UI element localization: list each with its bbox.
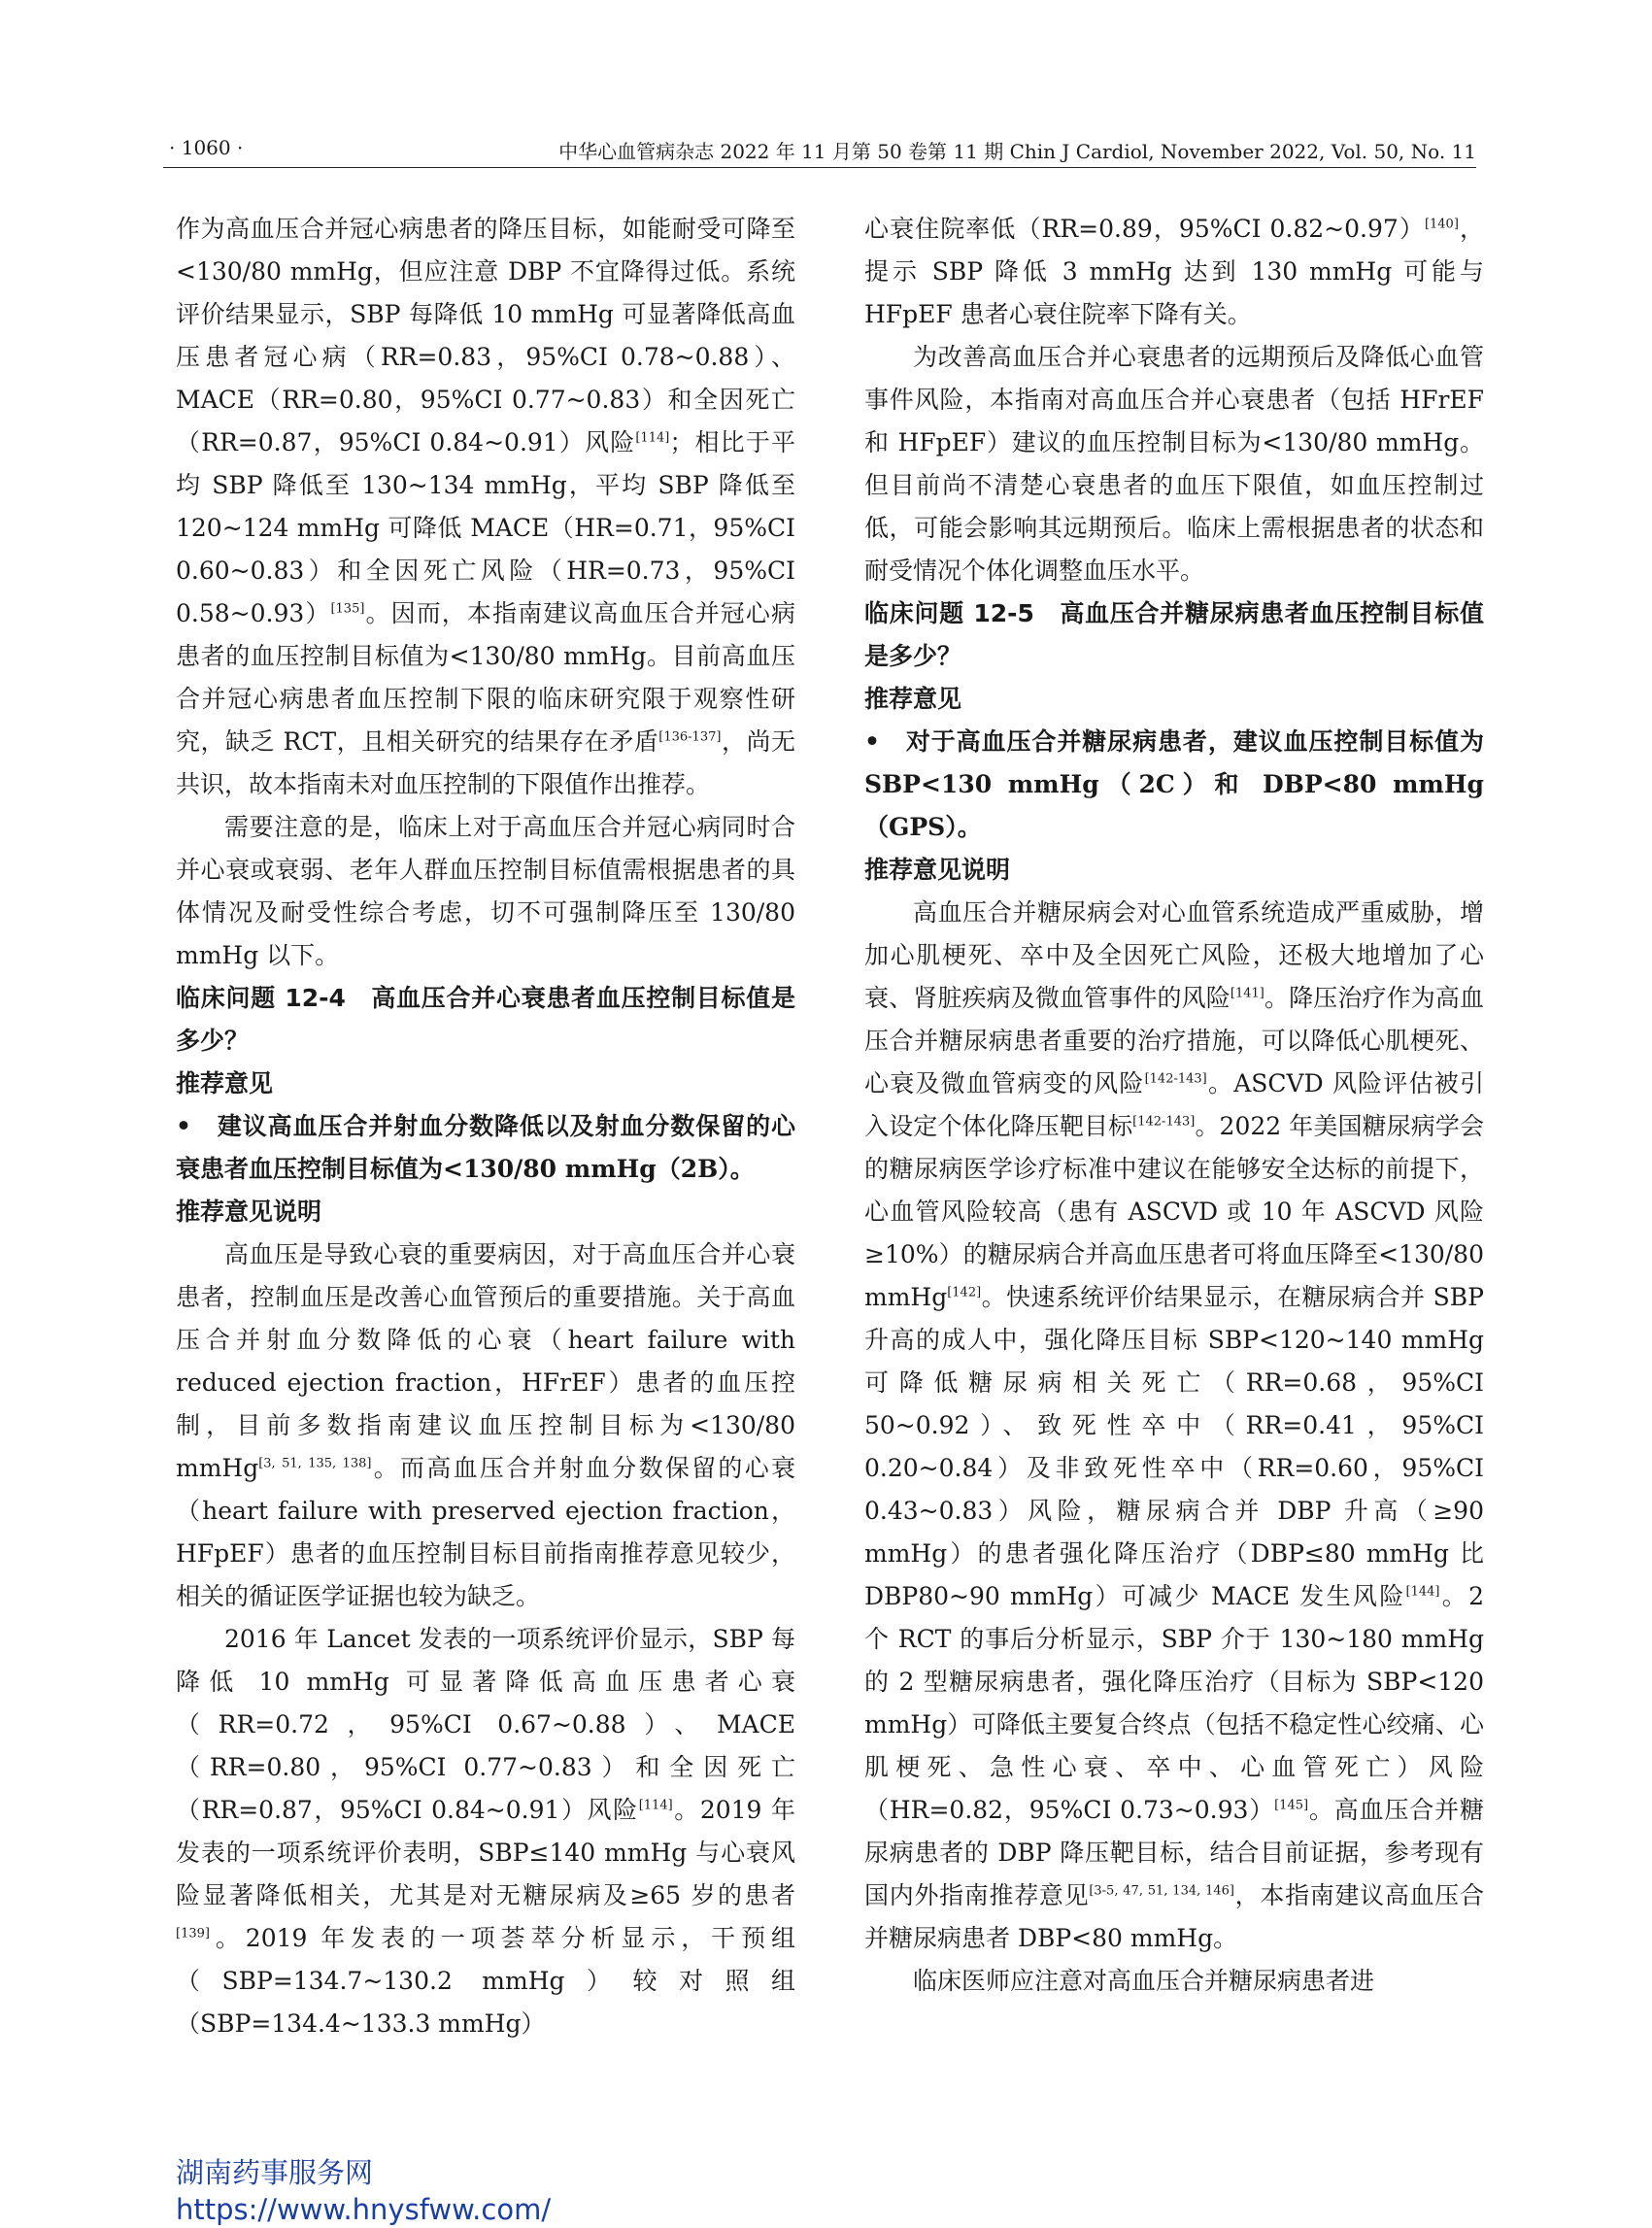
section-heading: 临床问题 12-5 高血压合并糖尿病患者血压控制目标值是多少？ <box>864 599 1484 670</box>
journal-citation: 中华心血管病杂志 2022 年 11 月第 50 卷第 11 期 Chin J Cardiol, November 2022, Vol. 50, No. 11 <box>558 140 1476 163</box>
citation: [145] <box>1274 1798 1309 1813</box>
paragraph: 临床医师应注意对高血压合并糖尿病患者进 <box>913 1967 1375 1995</box>
site-name: 湖南药事服务网 <box>176 2156 374 2189</box>
recommendation: • 对于高血压合并糖尿病患者，建议血压控制目标值为 SBP<130 mmHg（2C）和 DBP<80 mmHg（GPS）。 <box>864 727 1484 841</box>
paragraph: 高血压合并糖尿病会对心血管系统造成严重威胁，增加心肌梗死、卒中及全因死亡风险，还极大地增加了心衰、肾脏疾病及微血管事件的风险[141]。降压治疗作为高血压合并糖尿病患者重要的治疗措施，可以降低心肌梗死、心衰及微血管病变的风险[142-143]。ASCVD 风险评估被引入设定个体化降压靶目标[142-143]。2022 年美国糖尿病学会的糖尿病医学诊疗标准中建议在能够安全达标的前提下，心血管风险较高（患有 ASCVD 或 10 年 ASCVD 风险≥10%）的糖尿病合并高血压患者可将血压降至<130/80 mmHg[142]。快速系统评价结果显示，在糖尿病合并 SBP 升高的成人中，强化降压目标 SBP<120~140 mmHg 可降低糖尿病相关死亡（RR=0.68，95%CI 50~0.92）、致死性卒中（RR=0.41，95%CI 0.20~0.84）及非致死性卒中（RR=0.60，95%CI 0.43~0.83）风险，糖尿病合并 DBP 升高（≥90 mmHg）的患者强化降压治疗（DBP≤80 mmHg 比 DBP80~90 mmHg）可减少 MACE 发生风险[144]。2 个 RCT 的事后分析显示，SBP 介于 130~180 mmHg 的 2 型糖尿病患者，强化降压治疗（目标为 SBP<120 mmHg）可降低主要复合终点（包括不稳定性心绞痛、心肌梗死、急性心衰、卒中、心血管死亡）风险（HR=0.82，95%CI 0.73~0.93）[145]。高血压合并糖尿病患者的 DBP 降压靶目标，结合目前证据，参考现有国内外指南推荐意见[3-5, 47, 51, 134, 146]，本指南建议高血压合并糖尿病患者 DBP<80 mmHg。 <box>864 898 1484 1952</box>
watermark-footer <box>176 2154 551 2228</box>
subheading: 推荐意见说明 <box>864 856 1011 884</box>
paragraph: 高血压是导致心衰的重要病因，对于高血压合并心衰患者，控制血压是改善心血管预后的重要措施。关于高血压合并射血分数降低的心衰（heart failure with reduced ejection fraction，HFrEF）患者的血压控制，目前多数指南建议血压控制目标为<130/80 mmHg[3, 51, 135, 138]。而高血压合并射血分数保留的心衰（heart failure with preserved ejection fraction，HFpEF）患者的血压控制目标目前指南推荐意见较少，相关的循证医学证据也较为缺乏。 <box>176 1240 795 1610</box>
subheading: 推荐意见 <box>176 1069 274 1097</box>
recommendation: • 建议高血压合并射血分数降低以及射血分数保留的心衰患者血压控制目标值为<130/80 mmHg（2B）。 <box>176 1112 795 1183</box>
running-header <box>163 132 1476 168</box>
page-number: · 1060 · <box>169 136 244 159</box>
citation: [135] <box>330 601 365 617</box>
paragraph: 2016 年 Lancet 发表的一项系统评价显示，SBP 每降低 10 mmHg 可显著降低高血压患者心衰（RR=0.72，95%CI 0.67~0.88）、MACE（RR=0.80，95%CI 0.77~0.83）和全因死亡（RR=0.87，95%CI 0.84~0.91）风险[114]。2019 年发表的一项系统评价表明，SBP≤140 mmHg 与心衰风险显著降低相关，尤其是对无糖尿病及≥65 岁的患者[139]。2019 年发表的一项荟萃分析显示，干预组（SBP=134.7~130.2 mmHg）较对照组（SBP=134.4~133.3 mmHg） <box>176 1625 795 2038</box>
citation: [144] <box>1405 1584 1440 1600</box>
citation: [141] <box>1230 986 1264 1001</box>
paragraph: 作为高血压合并冠心病患者的降压目标，如能耐受可降至<130/80 mmHg，但应注意 DBP 不宜降得过低。系统评价结果显示，SBP 每降低 10 mmHg 可显著降低高血压患者冠心病（RR=0.83，95%CI 0.78~0.88）、MACE（RR=0.80，95%CI 0.77~0.83）和全因死亡（RR=0.87，95%CI 0.84~0.91）风险[114]；相比于平均 SBP 降低至 130~134 mmHg，平均 SBP 降低至 120~124 mmHg 可降低 MACE（HR=0.71，95%CI 0.60~0.83）和全因死亡风险（HR=0.73，95%CI 0.58~0.93）[135]。因而，本指南建议高血压合并冠心病患者的血压控制目标值为<130/80 mmHg。目前高血压合并冠心病患者血压控制下限的临床研究限于观察性研究，缺乏 RCT，且相关研究的结果存在矛盾[136-137]，尚无共识，故本指南未对血压控制的下限值作出推荐。 <box>176 215 795 798</box>
citation: [114] <box>635 430 670 446</box>
citation: [142] <box>947 1285 982 1300</box>
citation: [142-143] <box>1144 1071 1207 1087</box>
paragraph: 为改善高血压合并心衰患者的远期预后及降低心血管事件风险，本指南对高血压合并心衰患者（包括 HFrEF 和 HFpEF）建议的血压控制目标为<130/80 mmHg。但目前尚不清楚心衰患者的血压下限值，如血压控制过低，可能会影响其远期预后。临床上需根据患者的状态和耐受情况个体化调整血压水平。 <box>864 343 1484 585</box>
subheading: 推荐意见说明 <box>176 1198 322 1226</box>
citation: [3-5, 47, 51, 134, 146] <box>1089 1883 1234 1899</box>
citation: [140] <box>1424 217 1459 232</box>
section-heading: 临床问题 12-4 高血压合并心衰患者血压控制目标值是多少？ <box>176 984 795 1055</box>
citation: [136-137] <box>658 729 722 745</box>
paragraph: 心衰住院率低（RR=0.89，95%CI 0.82~0.97）[140]，提示 SBP 降低 3 mmHg 达到 130 mmHg 可能与 HFpEF 患者心衰住院率下降有关。 <box>864 215 1484 328</box>
citation: [142-143] <box>1132 1114 1196 1130</box>
right-column <box>864 208 1484 2003</box>
citation: [3, 51, 135, 138] <box>258 1456 372 1471</box>
site-url[interactable]: https://www.hnysfww.com/ <box>176 2193 552 2226</box>
subheading: 推荐意见 <box>864 685 962 713</box>
left-column <box>176 208 795 2045</box>
citation: [139] <box>176 1926 210 1941</box>
paragraph: 需要注意的是，临床上对于高血压合并冠心病同时合并心衰或衰弱、老年人群血压控制目标值需根据患者的具体情况及耐受性综合考虑，切不可强制降压至 130/80 mmHg 以下。 <box>176 813 795 969</box>
citation: [114] <box>638 1798 673 1813</box>
